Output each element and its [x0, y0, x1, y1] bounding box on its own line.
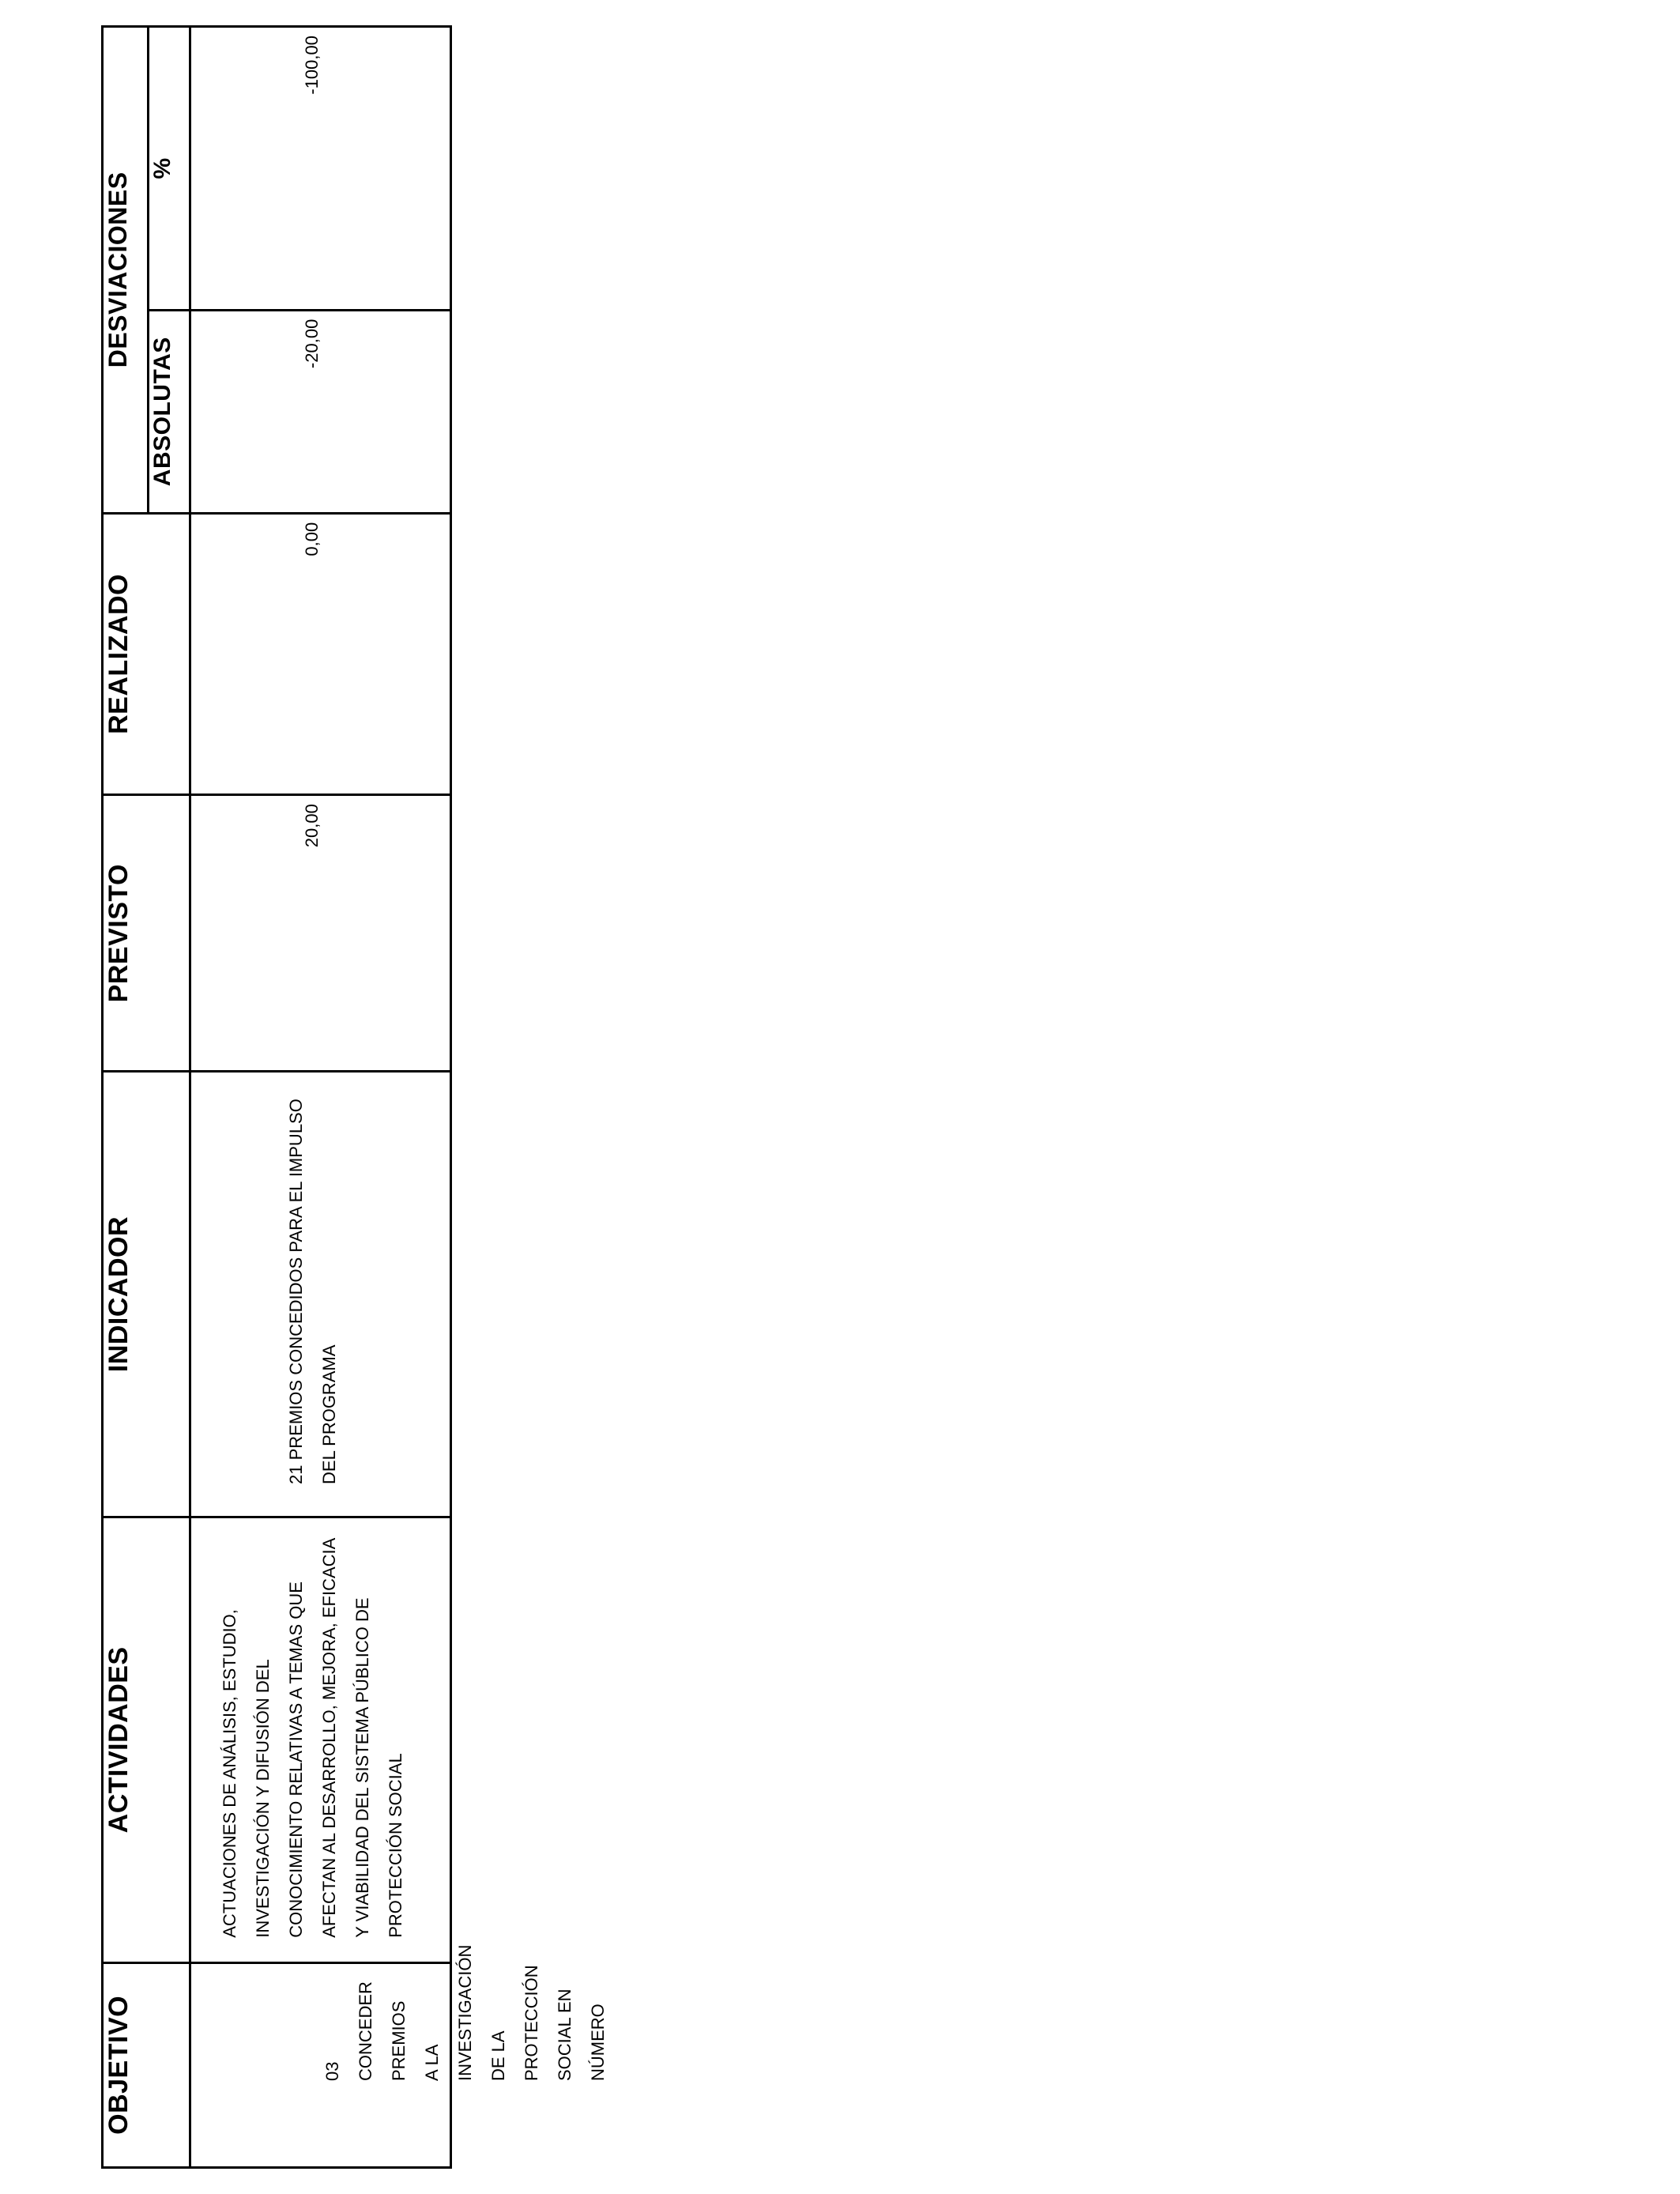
objetivo-text: 03 CONCEDER PREMIOS A LA INVESTIGACIÓN DE LA PROTECCIÓN SOCIAL EN NÚMERO: [322, 1944, 608, 2081]
header-previsto: PREVISTO: [103, 795, 190, 1072]
cell-absolutas: [190, 310, 451, 513]
actividades-text: ACTUACIONES DE ANÁLISIS, ESTUDIO, INVESTIGACIÓN Y DIFUSIÓN DEL CONOCIMIENTO RELATIVAS A TEMAS QUE AFECTAN AL DESARROLLO, MEJORA, EFICACIA Y VIABILIDAD DEL SISTEMA PÚBLICO DE PROTECCIÓN SOCIAL: [220, 1538, 406, 1938]
header-actividades: ACTIVIDADES: [103, 1517, 190, 1962]
header-realizado: REALIZADO: [103, 513, 190, 794]
porcentaje-value: -100,00: [302, 36, 322, 95]
previsto-value: 20,00: [302, 804, 322, 848]
table-row: [190, 27, 451, 2168]
header-porcentaje: %: [148, 27, 190, 311]
cell-actividades: [190, 1517, 451, 1962]
cell-previsto: [190, 795, 451, 1072]
cell-objetivo: [190, 1944, 608, 2167]
rotated-page: [101, 0, 608, 2169]
realizado-value: 0,00: [302, 522, 322, 556]
cell-indicador: [190, 1072, 451, 1517]
absolutas-value: -20,00: [302, 319, 322, 369]
cell-realizado: [190, 513, 451, 794]
header-absolutas: ABSOLUTAS: [148, 310, 190, 513]
objectives-table: [101, 25, 608, 2169]
header-row-top: [103, 27, 149, 2168]
cell-porcentaje: [190, 27, 451, 311]
indicador-text: 21 PREMIOS CONCEDIDOS PARA EL IMPULSO DEL PROGRAMA: [286, 1099, 340, 1484]
header-indicador: INDICADOR: [103, 1072, 190, 1517]
header-objetivo: OBJETIVO: [103, 1962, 190, 2167]
header-desviaciones: DESVIACIONES: [103, 27, 149, 514]
